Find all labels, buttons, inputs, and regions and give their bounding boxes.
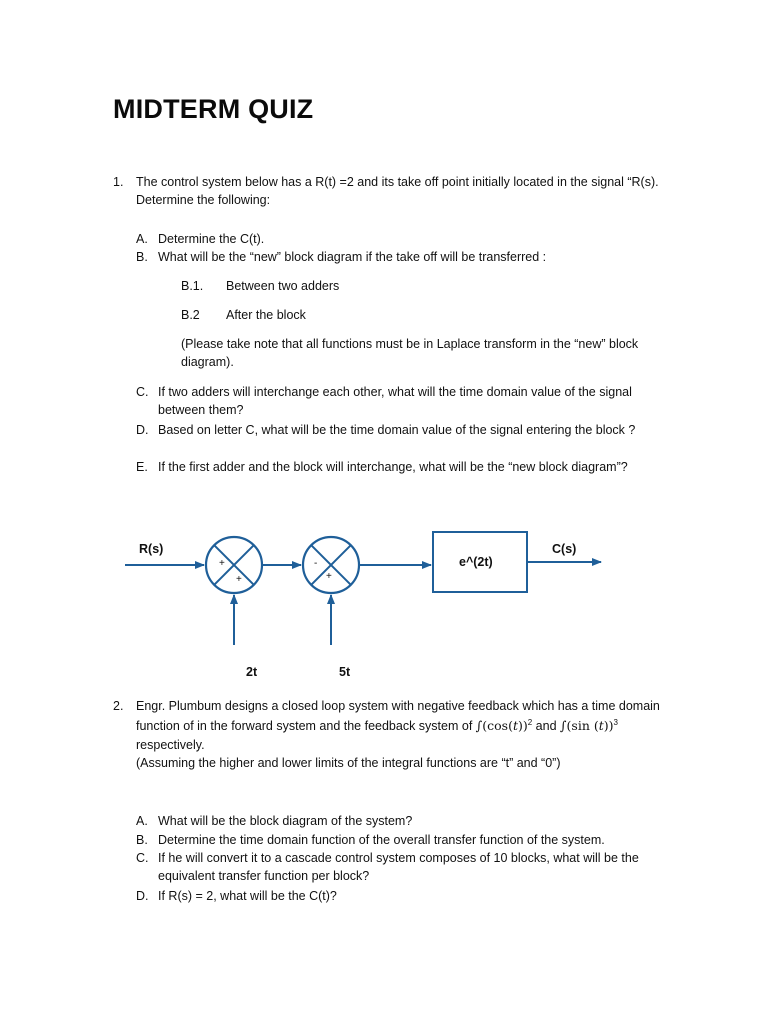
output-label: C(s) [552, 542, 577, 556]
q1-e-text: If the first adder and the block will interchange, what will be the “new block diagram”? [158, 460, 628, 474]
q1-e-label: E. [136, 460, 148, 474]
q1-c-label: C. [136, 385, 149, 399]
q1-c-line2: between them? [158, 403, 244, 417]
q2-line2-pre: function of in the forward system and the feedback system of [136, 719, 476, 733]
q1-d-text: Based on letter C, what will be the time domain value of the signal entering the block ? [158, 423, 636, 437]
adder-1-bottom-sign: + [236, 574, 242, 585]
q2-c-line1: If he will convert it to a cascade control system composes of 10 blocks, what will be the [158, 851, 639, 865]
q1-b2-text: After the block [226, 308, 306, 322]
q1-d-label: D. [136, 423, 149, 437]
q1-note-line2: diagram). [181, 355, 234, 369]
block-label: e^(2t) [459, 555, 493, 569]
q1-b1-text: Between two adders [226, 279, 340, 293]
q2-d-label: D. [136, 889, 149, 903]
q1-text-line1: The control system below has a R(t) =2 and its take off point initially located in the signal “R(s). [136, 175, 659, 189]
adder-2-top-sign: - [314, 558, 318, 569]
q2-a-label: A. [136, 814, 148, 828]
q2-c-line2: equivalent transfer function per block? [158, 869, 370, 883]
q1-b-label: B. [136, 250, 148, 264]
q2-b-label: B. [136, 833, 148, 847]
q2-c-label: C. [136, 851, 149, 865]
q2-number: 2. [113, 699, 124, 713]
q2-text-line1: Engr. Plumbum designs a closed loop system with negative feedback which has a time domain [136, 699, 660, 713]
page-title: MIDTERM QUIZ [113, 94, 314, 124]
q1-note-line1: (Please take note that all functions must be in Laplace transform in the “new” block [181, 337, 639, 351]
input-label: R(s) [139, 542, 164, 556]
q1-c-line1: If two adders will interchange each other, what will the time domain value of the signal [158, 385, 632, 399]
q2-d-text: If R(s) = 2, what will be the C(t)? [158, 889, 337, 903]
q2-math-sin-exp: 3 [613, 717, 618, 727]
q1-b2-label: B.2 [181, 308, 200, 322]
input-5t-label: 5t [339, 665, 351, 679]
q2-text-line4: (Assuming the higher and lower limits of the integral functions are “t” and “0”) [136, 756, 561, 770]
q1-a-label: A. [136, 232, 148, 246]
q2-b-text: Determine the time domain function of the overall transfer function of the system. [158, 833, 605, 847]
q1-number: 1. [113, 175, 124, 189]
adder-2-bottom-sign: + [326, 571, 332, 582]
q1-b1-label: B.1. [181, 279, 204, 293]
input-2t-label: 2t [246, 665, 258, 679]
q2-math-cos: ∫(cos(𝑡)) [475, 718, 528, 733]
q1-text-line2: Determine the following: [136, 193, 271, 207]
q2-math-cos-exp: 2 [527, 717, 533, 727]
q2-and: and [532, 719, 561, 733]
q2-math-sin: ∫(sin (𝑡)) [560, 718, 614, 733]
q1-b-text: What will be the “new” block diagram if the take off will be transferred : [158, 250, 547, 264]
q2-text-line2 [136, 717, 618, 736]
q2-a-text: What will be the block diagram of the system? [158, 814, 413, 828]
q1-a-text: Determine the C(t). [158, 232, 265, 246]
adder-1-top-sign: + [219, 558, 225, 569]
q2-text-line3: respectively. [136, 738, 205, 752]
